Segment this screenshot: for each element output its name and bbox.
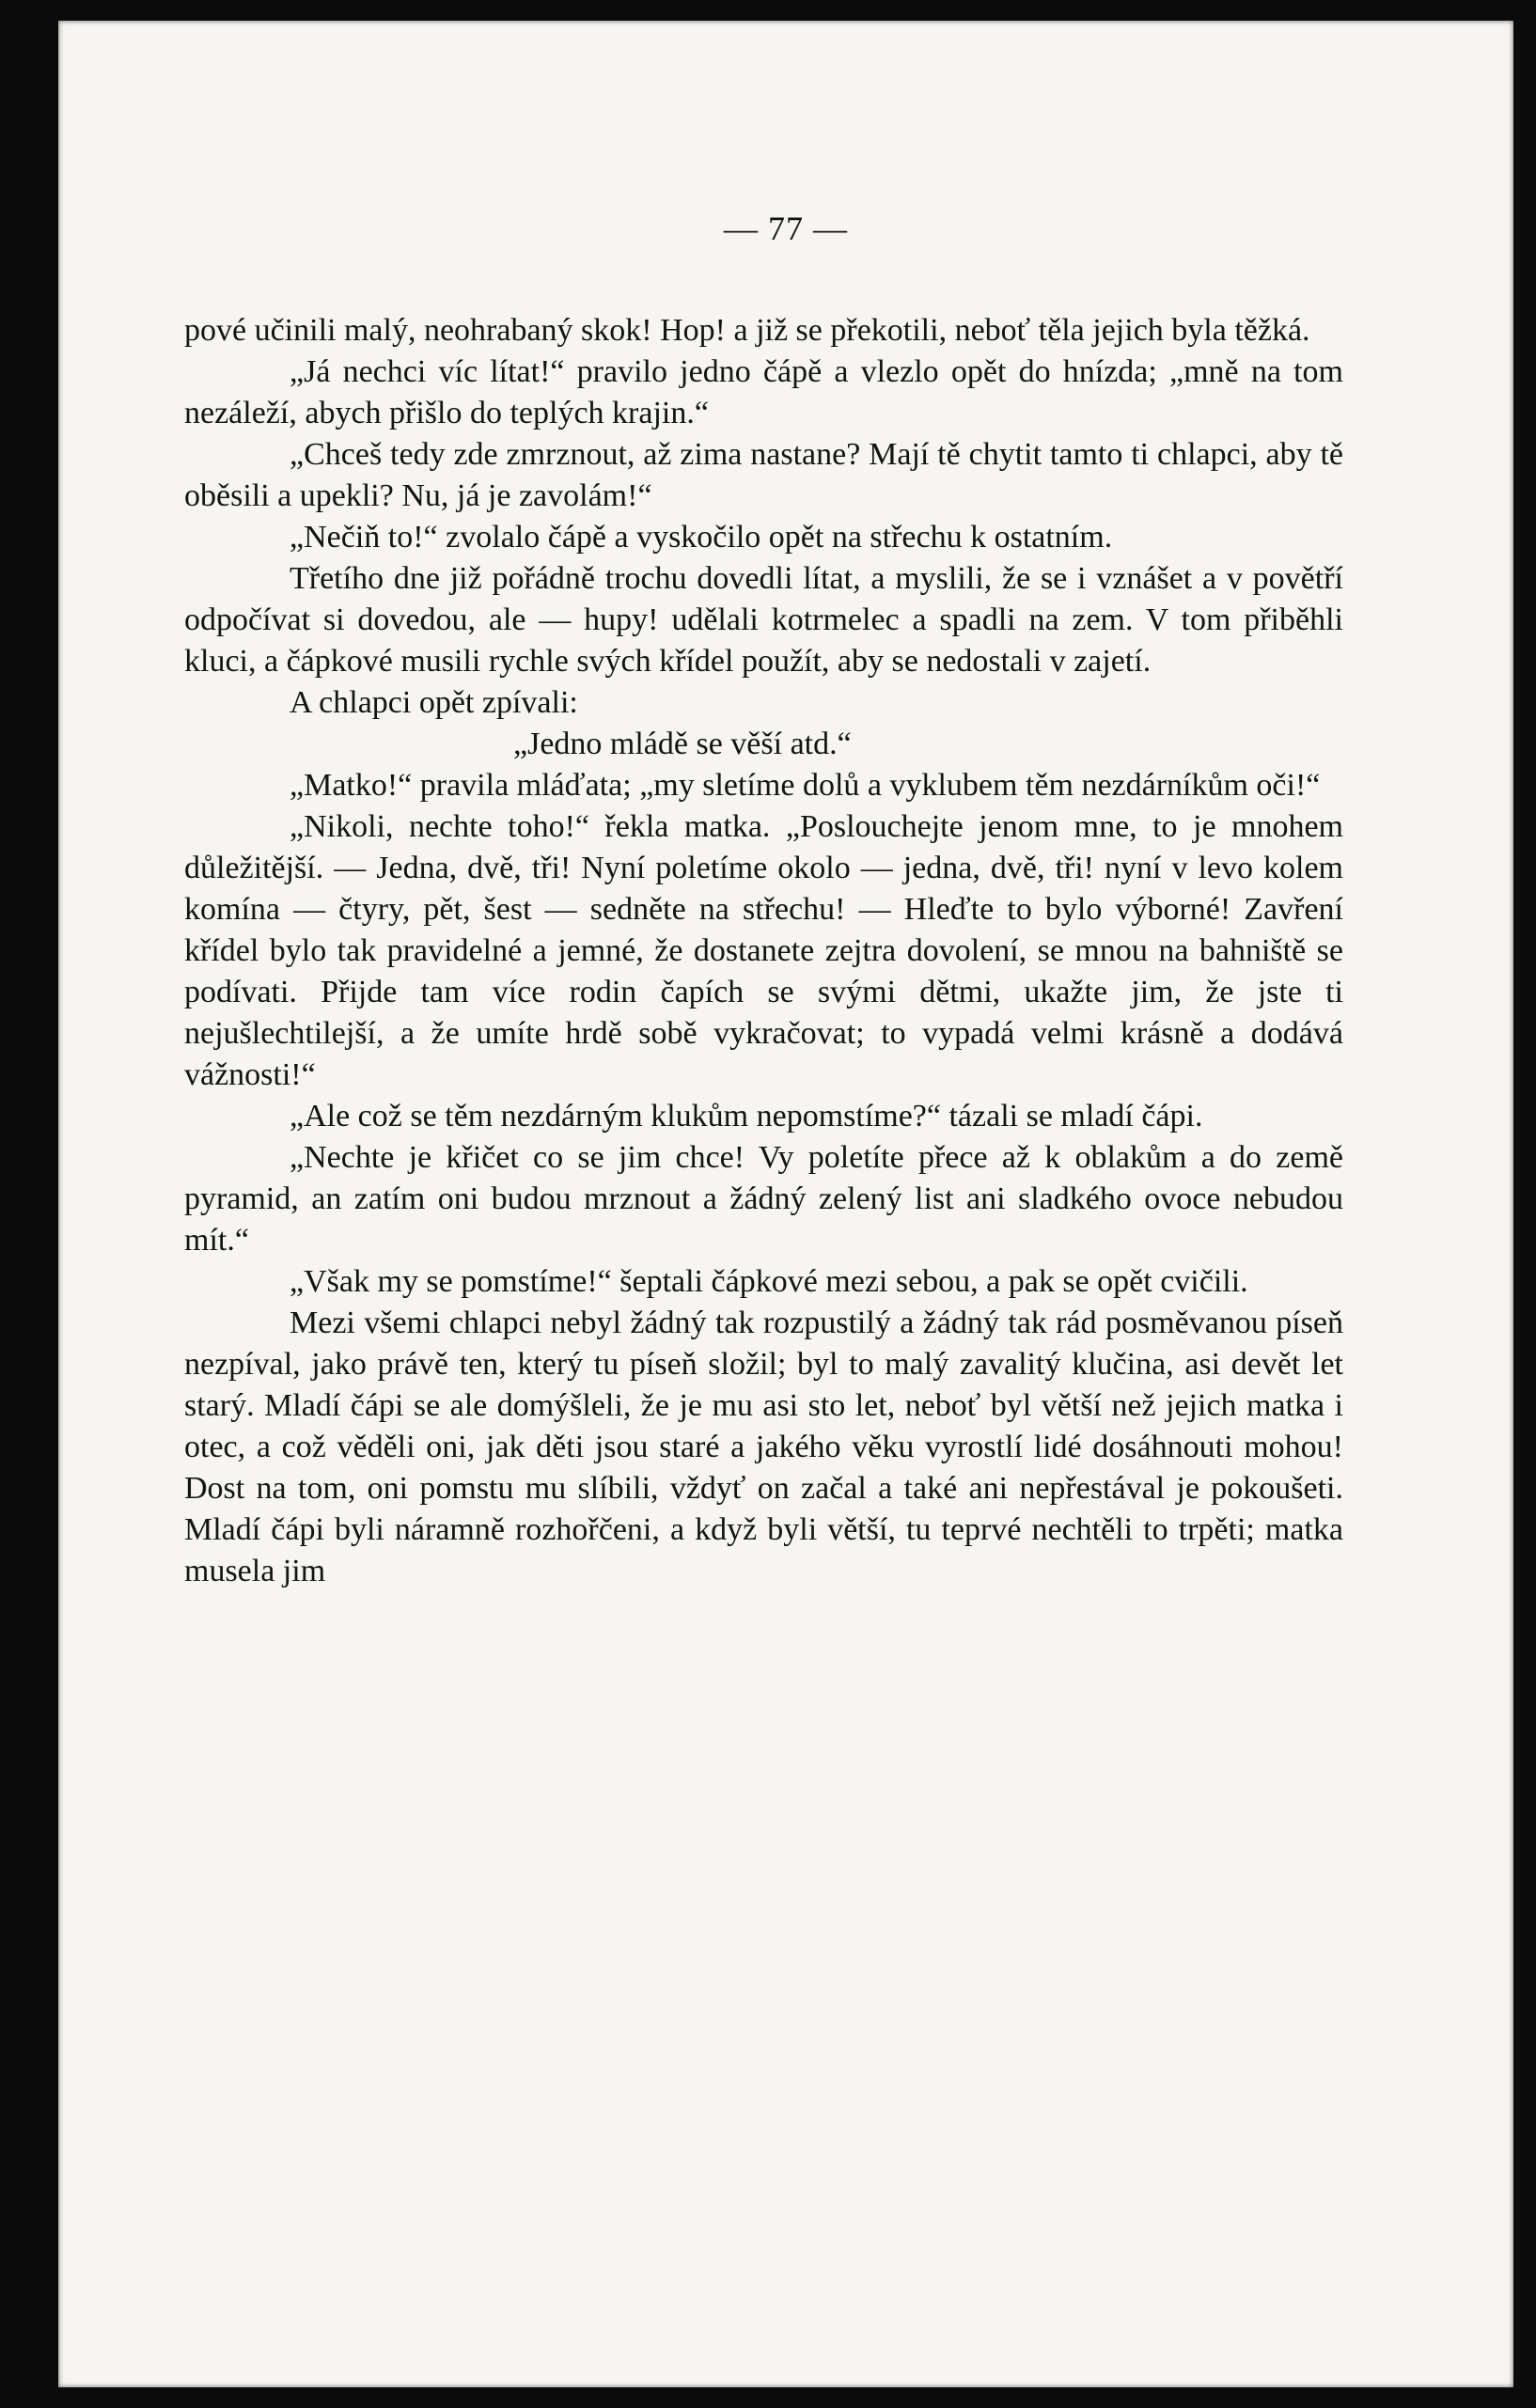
paragraph: Mezi všemi chlapci nebyl žádný tak rozpustilý a žádný tak rád posměvanou píseň nezpíval, jako právě ten, který tu píseň složil; byl to malý zavalitý klučina, asi devět let starý. Mladí čápi se ale domýšleli, že je mu asi sto let, neboť byl větší než jejich matka i otec, a což věděli oni, jak děti jsou staré a jakého věku vyrostlí lidé dosáhnouti mohou! Dost na tom, oni pomstu mu slíbili, vždyť on začal a také ani nepřestával je pokoušeti. Mladí čápi byli náramně rozhořčeni, a když byli větší, tu teprvé nechtěli to trpěti; matka musela jim [184,1306,1343,1588]
paragraph: „Nečiň to!“ zvolalo čápě a vyskočilo opět na střechu k ostatním. [290,520,1113,555]
paragraph: „Ale což se těm nezdárným klukům nepomstíme?“ tázali se mladí čápi. [290,1099,1203,1134]
paragraph: „Matko!“ pravila mláďata; „my sletíme dolů a vyklubem těm nezdárníkům oči!“ [290,768,1321,803]
paragraph: pové učinili malý, neohrabaný skok! Hop! a již se překotili, neboť těla jejich byla těžká. [184,313,1310,348]
paragraph: „Však my se pomstíme!“ šeptali čápkové mezi sebou, a pak se opět cvičili. [290,1264,1248,1299]
song-verse: „Jedno mládě se věší atd.“ [513,727,852,761]
paragraph: „Nikoli, nechte toho!“ řekla matka. „Poslouchejte jenom mne, to je mnohem důležitější. — Jedna, dvě, tři! Nyní poletíme okolo — jedna, dvě, tři! nyní v levo kolem komína — čtyry, pět, šest — sedněte na střechu! — Hleďte to bylo výborné! Zavření křídel bylo tak pravidelné a jemné, že dostanete zejtra dovolení, se mnou na bahniště se podívati. Přijde tam více rodin čapích se svými dětmi, ukažte jim, že jste ti nejušlechtilejší, a že umíte hrdě sobě vykračovat; to vypadá velmi krásně a dodává vážnosti!“ [184,809,1343,1092]
page-number: — 77 — [724,210,848,247]
paragraph: „Já nechci víc lítat!“ pravilo jedno čápě a vlezlo opět do hnízda; „mně na tom nezáleží, abych přišlo do teplých krajin.“ [184,354,1343,430]
paragraph: Třetího dne již pořádně trochu dovedli lítat, a myslili, že se i vznášet a v povětří odpočívat si dovedou, ale — hupy! udělali kotrmelec a spadli na zem. V tom přiběhli kluci, a čápkové musili rychle svých křídel použít, aby se nedostali v zajetí. [184,561,1343,679]
page-body-text [184,310,1343,1592]
paragraph: „Chceš tedy zde zmrznout, až zima nastane? Mají tě chytit tamto ti chlapci, aby tě oběsili a upekli? Nu, já je zavolám!“ [184,437,1343,513]
paragraph: „Nechte je křičet co se jim chce! Vy poletíte přece až k oblakům a do země pyramid, an zatím oni budou mrznout a žádný zelený list ani sladkého ovoce nebudou mít.“ [184,1140,1343,1258]
paragraph: A chlapci opět zpívali: [290,685,578,720]
book-page [58,21,1513,2387]
